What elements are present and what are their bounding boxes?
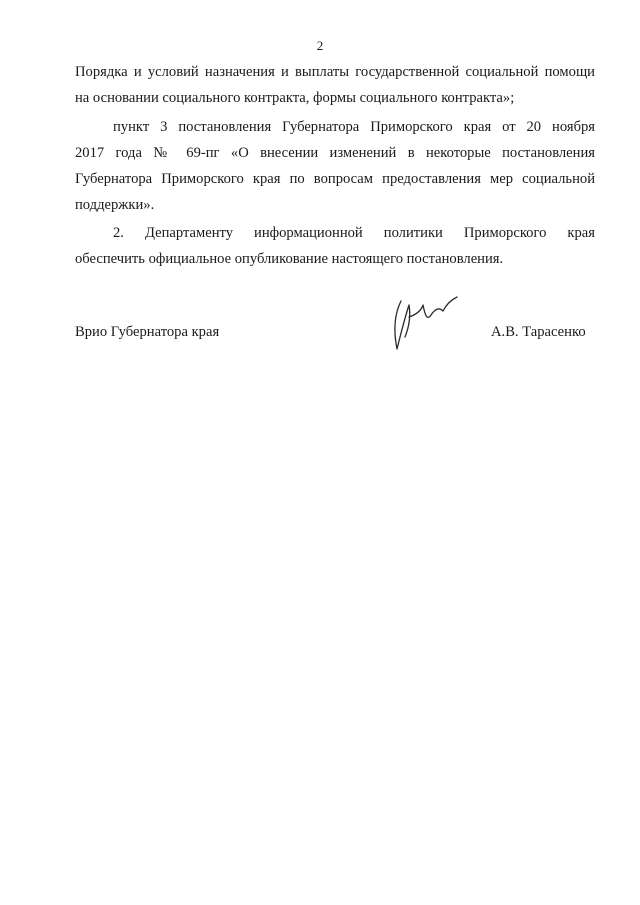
body-line-1: Порядка и условий назначения и выплаты государственной социальной помощи [75, 64, 595, 80]
body-line-3: пункт 3 постановления Губернатора Приморского края от 20 ноября [113, 119, 595, 135]
body-line-2: на основании социального контракта, формы социального контракта»; [75, 90, 515, 106]
body-line-8: обеспечить официальное опубликование настоящего постановления. [75, 251, 504, 267]
signer-name: А.В. Тарасенко [491, 324, 586, 340]
body-line-5: Губернатора Приморского края по вопросам предоставления мер социальной [75, 171, 595, 187]
body-line-6: поддержки». [75, 197, 155, 213]
page-number: 2 [316, 38, 324, 53]
body-line-7: 2. Департаменту информационной политики Приморского края [113, 225, 595, 241]
handwritten-signature [383, 293, 463, 355]
body-line-4: 2017 года № 69-пг «О внесении изменений в некоторые постановления [75, 145, 595, 161]
position-title: Врио Губернатора края [75, 324, 220, 340]
